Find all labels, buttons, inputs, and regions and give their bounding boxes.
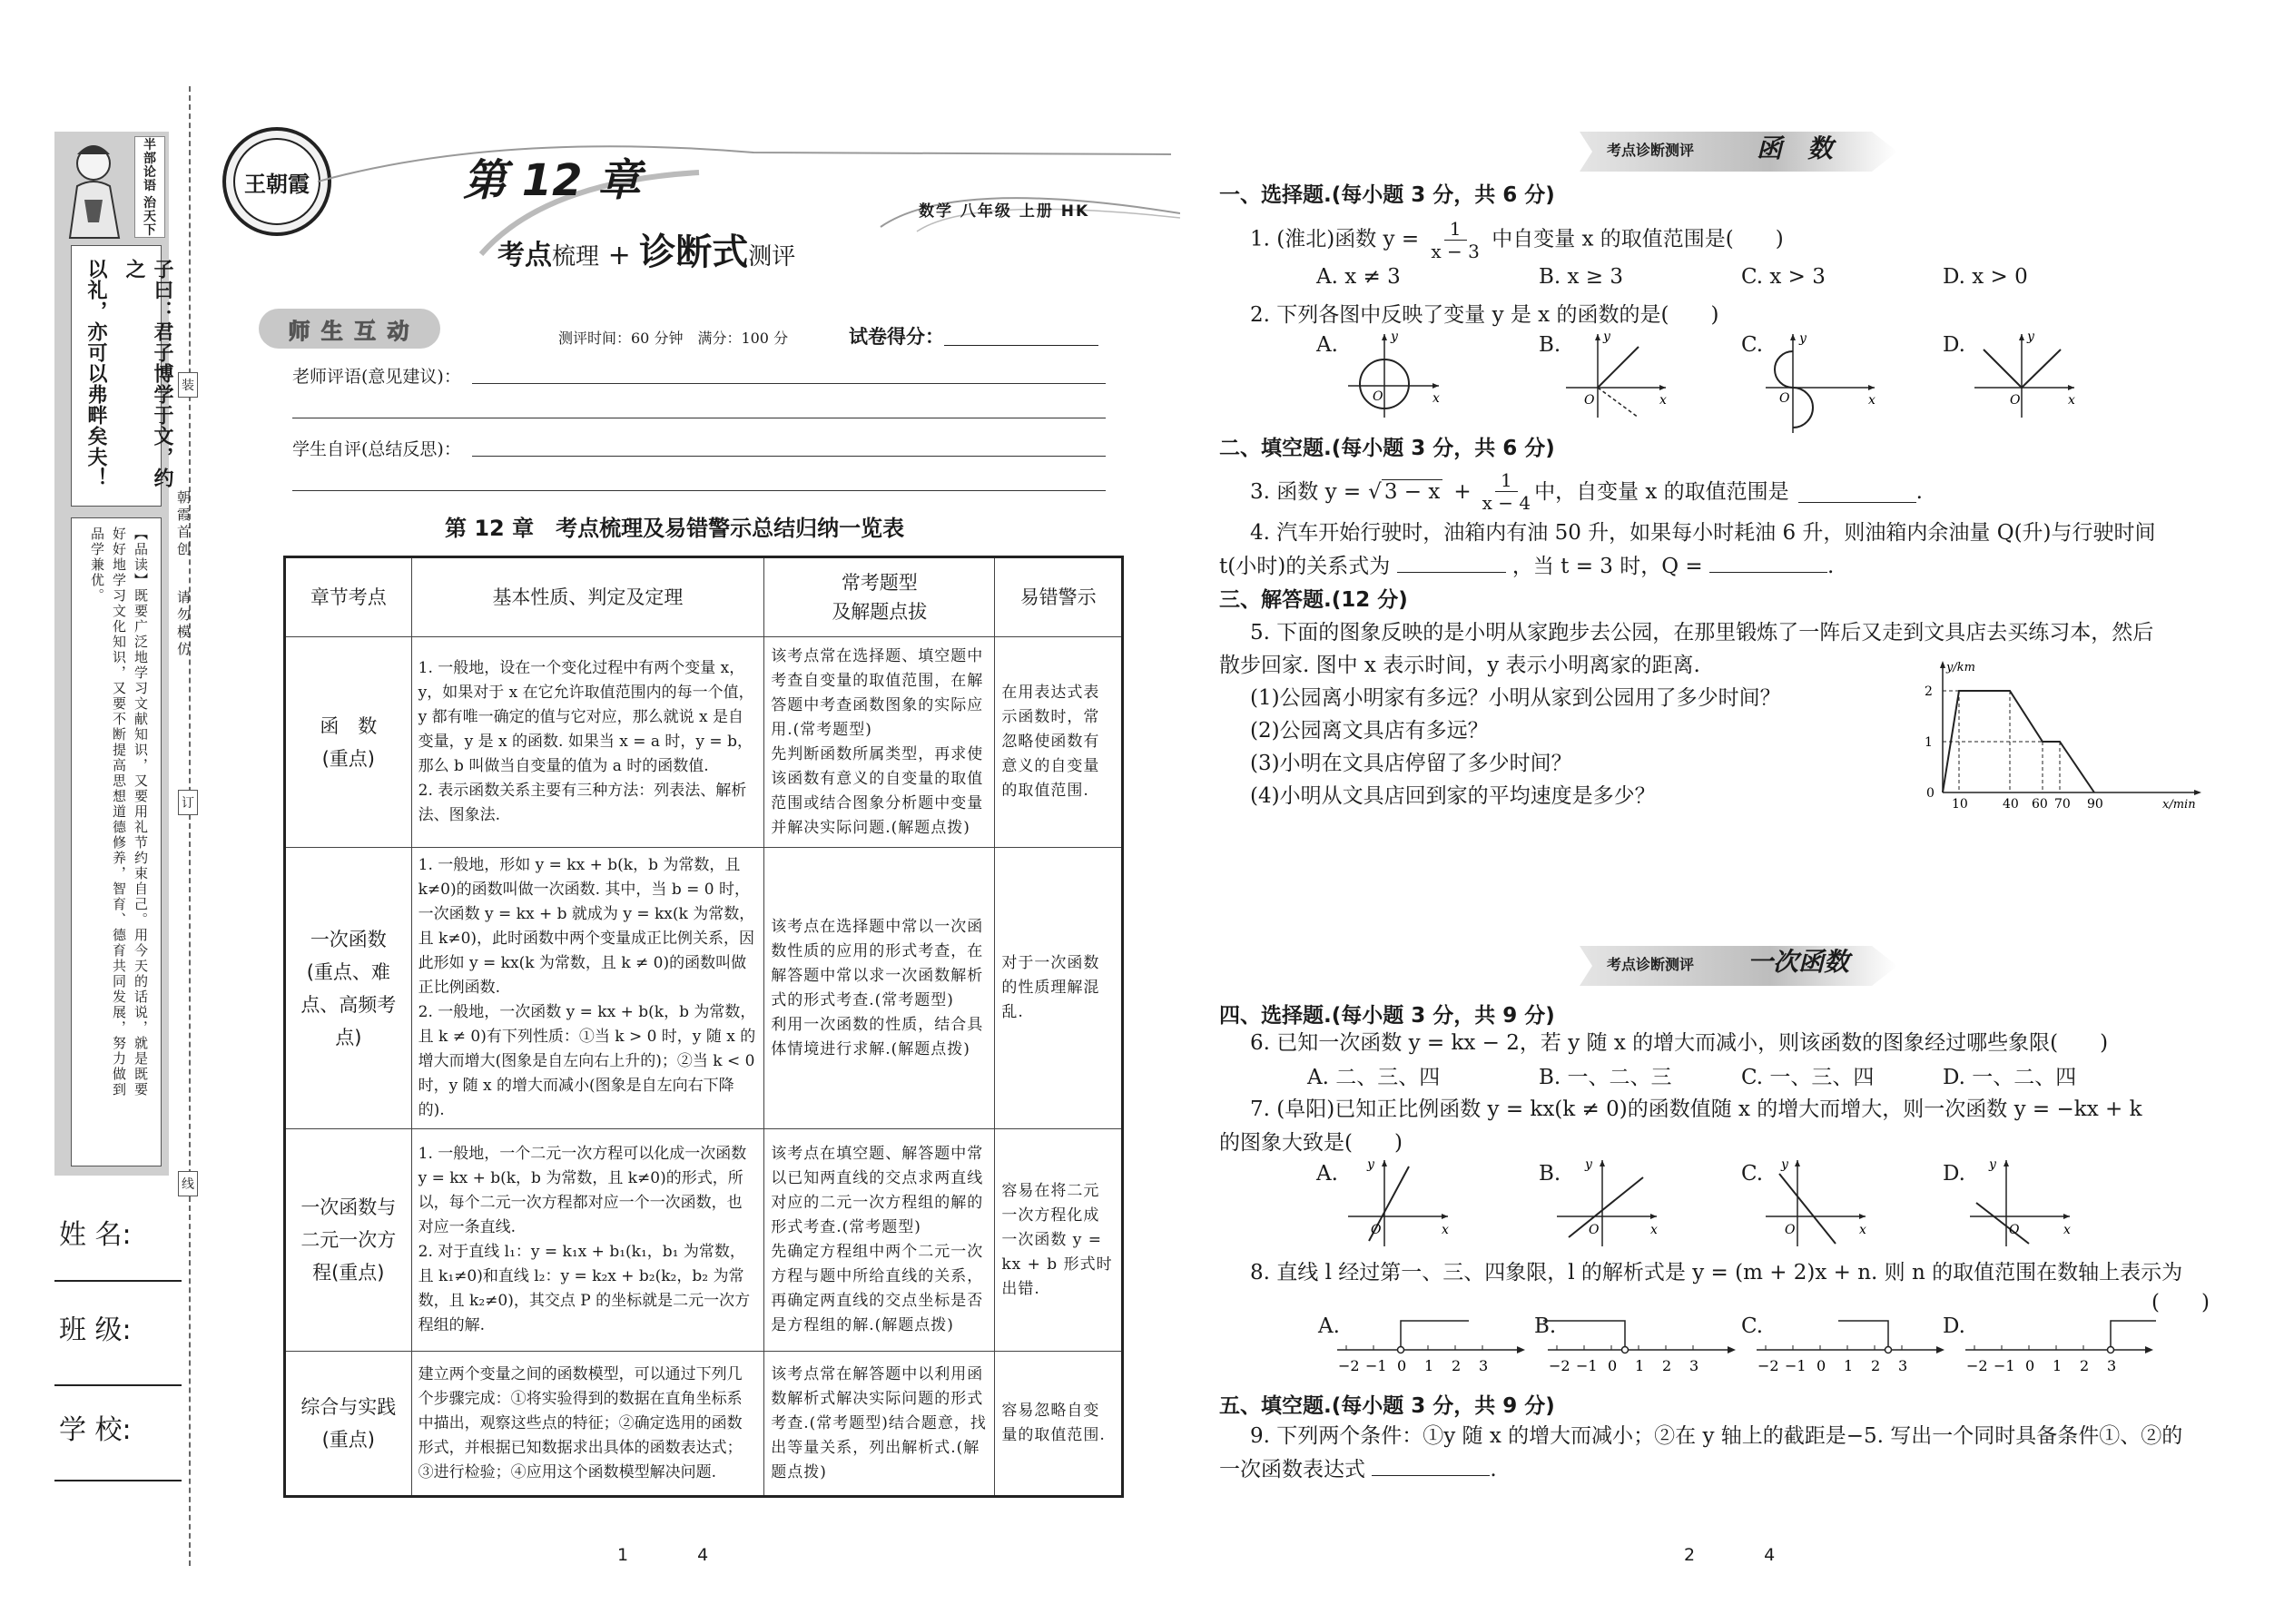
question-7-line2: 的图象大致是( )	[1219, 1131, 1403, 1155]
svg-text:y: y	[1781, 1157, 1788, 1172]
q8-numberline-a[interactable]	[1333, 1312, 1528, 1380]
svg-text:−1: −1	[1365, 1357, 1387, 1374]
teacher-comment-line1[interactable]	[472, 383, 1106, 384]
q7-graph-d[interactable]	[1965, 1157, 2074, 1248]
svg-text:3: 3	[1898, 1357, 1908, 1374]
svg-text:x: x	[1659, 393, 1667, 408]
name-field[interactable]	[54, 1280, 182, 1282]
question-5-line2: 散步回家. 图中 x 表示时间，y 表示小明离家的距离.	[1219, 654, 1700, 677]
graph-x-tick: 70	[2054, 797, 2071, 812]
svg-text:2: 2	[1662, 1357, 1672, 1374]
quote-text-col2: 以礼，亦可以弗畔矣夫！	[84, 259, 107, 488]
question-3: 3. 函数 y = √ 3 − x + $\frac{1}{x - 4}$ 中，自变量 x 的取值范围是 .	[1250, 469, 1923, 514]
question-5-line1: 5. 下面的图象反映的是小明从家跑步去公园，在那里锻炼了一阵后又走到文具店去买练习本，然后	[1250, 621, 2154, 645]
warning-cell: 容易在将二元一次方程化成一次函数 y = kx + b 形式时出错.	[995, 1129, 1123, 1352]
confucius-illustration	[59, 136, 127, 241]
question-5-sub1: (1)公园离小明家有多远？小明从家到公园用了多少时间？	[1250, 686, 1781, 710]
subtitle-part3: 诊断式	[639, 231, 749, 273]
question-1: 1. (淮北)函数 y = $\frac{1}{x - 3}$ 中自变量 x 的取值范围是( )	[1250, 218, 1784, 262]
svg-text:−2: −2	[1338, 1357, 1360, 1374]
cut-mark-3: 线	[178, 1171, 198, 1196]
q2-option-b-label[interactable]: B.	[1539, 333, 1561, 357]
q6-option-c[interactable]: C. 一、三、四	[1741, 1066, 1875, 1089]
q8-option-b-label[interactable]: B.	[1534, 1314, 1557, 1338]
theory-cell: 1. 一般地，形如 y = kx + b(k，b 为常数，且 k≠0)的函数叫做一次函数. 其中，当 b = 0 时，一次函数 y = kx + b 就成为 y = kx(k 为常数，且 k≠0)，此时函数中两个变量成正比例关系，因此形如 y = kx(k 为常数，且 k ≠ 0)的函数叫做正比例函数. 2. 一般地，一次函数 y = kx + b(k，b 为常数，且 k ≠ 0)有下列性质：①当 k > 0 时，y 随 x 的增大而增大(图象是自左向右上升的)；②当 k < 0 时，y 随 x 的增大而减小(图象是自左向右下降的).	[411, 848, 764, 1129]
subtitle-part4: 测评	[748, 243, 796, 271]
q8-numberline-c[interactable]	[1752, 1312, 1947, 1380]
warning-cell: 在用表达式表示函数时，常忽略使函数有意义的自变量的取值范围.	[995, 637, 1123, 848]
graph-y-label: y/km	[1946, 661, 1975, 674]
q8-numberline-d[interactable]	[1961, 1312, 2156, 1380]
svg-text:y: y	[1989, 1157, 1996, 1172]
svg-text:−2: −2	[1966, 1357, 1988, 1374]
q3-answer-blank[interactable]	[1798, 481, 1916, 503]
name-label: 姓 名:	[59, 1219, 132, 1251]
svg-text:y: y	[1603, 331, 1610, 344]
q6-option-a[interactable]: A. 二、三、四	[1307, 1066, 1441, 1089]
svg-text:y: y	[2027, 331, 2034, 344]
header-cell: 章节考点	[285, 557, 412, 637]
score-label: 试卷得分：	[849, 326, 944, 348]
q6-option-d[interactable]: D. 一、二、四	[1943, 1066, 2077, 1089]
q7-option-b-label[interactable]: B.	[1539, 1162, 1561, 1186]
q7-option-d-label[interactable]: D.	[1943, 1162, 1965, 1186]
q8-option-c-label[interactable]: C.	[1741, 1314, 1764, 1338]
banner1-tag: 考点诊断测评	[1607, 142, 1695, 159]
svg-text:1: 1	[1424, 1357, 1434, 1374]
question-7-line1: 7. (阜阳)已知正比例函数 y = kx(k ≠ 0)的函数值随 x 的增大而增大，则一次函数 y = −kx + k	[1250, 1097, 2142, 1121]
copyright-col2: 请勿模仿	[175, 590, 192, 659]
question-8: 8. 直线 l 经过第一、三、四象限，l 的解析式是 y = (m + 2)x + n. 则 n 的取值范围在数轴上表示为	[1250, 1261, 2183, 1284]
q7-graph-c[interactable]	[1761, 1157, 1870, 1248]
q5-distance-time-graph	[1915, 658, 2210, 812]
section-5-title: 五、填空题.(每小题 3 分，共 9 分)	[1219, 1394, 1555, 1418]
tip-cell: 该考点常在选择题、填空题中考查自变量的取值范围，在解答题中考查函数图象的实际应用.(常考题型) 先判断函数所属类型，再求使该函数有意义的自变量的取值范围或结合图象分析题中变量并解决实际问题.(解题点拨)	[764, 637, 995, 848]
question-9-line2: 一次函数表达式 .	[1219, 1454, 1497, 1485]
section-2-title: 二、填空题.(每小题 3 分，共 6 分)	[1219, 437, 1555, 460]
svg-text:−1: −1	[1994, 1357, 2015, 1374]
q2-graph-d[interactable]	[1970, 331, 2079, 422]
table-row	[285, 637, 1123, 848]
brand-logo	[222, 127, 331, 236]
summary-table	[283, 556, 1124, 1498]
svg-text:2: 2	[2080, 1357, 2090, 1374]
svg-text:x: x	[1442, 1223, 1449, 1237]
section-4-title: 四、选择题.(每小题 3 分，共 9 分)	[1219, 1004, 1555, 1028]
book-meta: 数学 八年级 上册 HK	[919, 202, 1090, 221]
svg-text:3: 3	[1689, 1357, 1699, 1374]
question-5-sub2: (2)公园离文具店有多远？	[1250, 719, 1489, 743]
student-comment-line1[interactable]	[472, 456, 1106, 457]
school-label: 学 校:	[59, 1414, 132, 1446]
q7-graph-a[interactable]	[1344, 1157, 1452, 1248]
graph-x-tick: 40	[2003, 797, 2019, 812]
q2-option-a-label[interactable]: A.	[1316, 333, 1338, 357]
topic-cell: 函 数 (重点)	[285, 637, 412, 848]
fraction: $\frac{1}{x - 3}$	[1431, 218, 1480, 262]
subtitle-plus: +	[607, 240, 631, 271]
banner2-tag: 考点诊断测评	[1607, 956, 1695, 973]
svg-text:y: y	[1799, 331, 1807, 346]
class-label: 班 级:	[59, 1314, 132, 1346]
theory-cell: 1. 一般地，一个二元一次方程可以化成一次函数 y = kx + b(k，b 为常数，且 k≠0)的形式，所以，每个二元一次方程都对应一个一次函数，也对应一条直线. 2. 对于直线 l₁：y = k₁x + b₁(k₁，b₁ 为常数，且 k₁≠0)和直线 l₂：y = k₂x + b₂(k₂，b₂ 为常数，且 k₂≠0)，其交点 P 的坐标就是二元一次方程组的解.	[411, 1129, 764, 1352]
tip-cell: 该考点常在解答题中以利用函数解析式解决实际问题的形式考查.(常考题型)结合题意，找出等量关系，列出解析式.(解题点拨)	[764, 1352, 995, 1497]
q1-option-a[interactable]: A. x ≠ 3	[1316, 265, 1401, 289]
question-9-line1: 9. 下列两个条件：①y 随 x 的增大而减小；②在 y 轴上的截距是−5. 写出一个同时具备条件①、②的	[1250, 1424, 2183, 1448]
svg-text:−1: −1	[1785, 1357, 1807, 1374]
class-field[interactable]	[54, 1384, 182, 1386]
copyright-col1: 朝霞首创	[175, 490, 192, 559]
topic-cell: 一次函数 (重点、难 点、高频考 点)	[285, 848, 412, 1129]
score-field[interactable]	[944, 345, 1098, 346]
table-header-row	[285, 557, 1123, 637]
question-5-sub4: (4)小明从文具店回到家的平均速度是多少？	[1250, 784, 1656, 808]
header-cell: 易错警示	[995, 557, 1123, 637]
reading-text-col1: 【品读】既要广泛地学习文献知识，又要用礼节约束自己。用今天的话说，就是既要	[133, 527, 149, 1097]
q6-option-b[interactable]: B. 一、二、三	[1539, 1066, 1672, 1089]
school-field[interactable]	[54, 1480, 182, 1481]
brand-logo-text: 王朝霞	[244, 170, 310, 197]
table-row	[285, 1352, 1123, 1497]
svg-text:1: 1	[1844, 1357, 1854, 1374]
cut-mark-1: 装	[178, 372, 198, 398]
graph-x-tick: 60	[2032, 797, 2048, 812]
question-4-line2: t(小时)的关系式为 ，当 t = 3 时，Q = .	[1219, 551, 1834, 582]
q4-blank-1[interactable]	[1397, 551, 1506, 573]
question-2: 2. 下列各图中反映了变量 y 是 x 的函数的是( )	[1250, 303, 1719, 327]
svg-text:y: y	[1585, 1157, 1592, 1172]
binding-line	[189, 86, 191, 1566]
svg-text:1: 1	[1635, 1357, 1645, 1374]
graph-y-tick: 0	[1926, 786, 1935, 801]
series-title: 半 部 论 语 治 天 下	[134, 136, 165, 238]
table-row	[285, 1129, 1123, 1352]
svg-text:2: 2	[1452, 1357, 1462, 1374]
question-5-sub3: (3)小明在文具店停留了多少时间？	[1250, 752, 1572, 775]
topic-cell: 综合与实践 (重点)	[285, 1352, 412, 1497]
reading-text-col2: 好好地学习文化知识，又要不断提高思想道德修养，智育、德育共同发展，努力做到	[111, 527, 127, 1097]
svg-text:O: O	[1373, 389, 1383, 404]
graph-x-tick: 90	[2087, 797, 2103, 812]
svg-text:0: 0	[1816, 1357, 1826, 1374]
graph-x-label: x/min	[2162, 798, 2196, 812]
svg-text:2: 2	[1871, 1357, 1881, 1374]
q1-option-b[interactable]: B. x ≥ 3	[1539, 265, 1624, 289]
svg-text:x: x	[1859, 1223, 1866, 1237]
question-6: 6. 已知一次函数 y = kx − 2，若 y 随 x 的增大而减小，则该函数的图象经过哪些象限( )	[1250, 1031, 2109, 1055]
svg-text:O: O	[1779, 391, 1790, 406]
header-cell: 常考题型 及解题点拔	[764, 557, 995, 637]
page-number-right: 2 4	[1684, 1545, 1776, 1565]
svg-text:x: x	[1433, 391, 1440, 406]
svg-text:x: x	[1868, 393, 1876, 408]
quote-text-col1: 子曰：君子博学于文，约之	[123, 259, 173, 488]
reading-text-col3: 品学兼优。	[89, 527, 105, 604]
q1-option-c[interactable]: C. x > 3	[1741, 265, 1826, 289]
subtitle-part1: 考点	[497, 240, 552, 271]
svg-text:y: y	[1367, 1157, 1374, 1172]
teacher-comment-label: 老师评语(意见建议)：	[292, 367, 461, 387]
q7-option-a-label[interactable]: A.	[1316, 1162, 1338, 1186]
header-cell: 基本性质、判定及定理	[411, 557, 764, 637]
q2-graph-a[interactable]	[1344, 331, 1443, 422]
q9-answer-blank[interactable]	[1372, 1454, 1490, 1476]
q8-option-d-label[interactable]: D.	[1943, 1314, 1965, 1338]
banner1-title: 函 数	[1757, 133, 1834, 163]
test-info: 测评时间：60 分钟 满分：100 分	[558, 330, 789, 347]
q2-option-c-label[interactable]: C.	[1741, 333, 1764, 357]
svg-text:O: O	[1371, 1223, 1382, 1237]
svg-text:3: 3	[2107, 1357, 2117, 1374]
svg-text:x: x	[1650, 1223, 1658, 1237]
summary-title: 第 12 章 考点梳理及易错警示总结归纳一览表	[445, 516, 905, 541]
svg-text:−1: −1	[1576, 1357, 1598, 1374]
subtitle	[497, 223, 795, 275]
chapter-title: 第 12 章	[463, 155, 642, 206]
interaction-badge: 师 生 互 动	[259, 309, 440, 349]
tip-cell: 该考点在填空题、解答题中常以已知两直线的交点求两直线对应的二元一次方程组的解的形式考查.(常考题型) 先确定方程组中两个二元一次方程与题中所给直线的关系，再确定两直线的交点坐标是否是方程组的解.(解题点拨)	[764, 1129, 995, 1352]
table-row	[285, 848, 1123, 1129]
svg-text:O: O	[1584, 393, 1595, 408]
svg-text:−2: −2	[1549, 1357, 1570, 1374]
q2-graph-c[interactable]	[1761, 331, 1879, 436]
sqrt: √ 3 − x	[1368, 477, 1442, 507]
cut-mark-2: 订	[178, 790, 198, 815]
page-number-left: 1 4	[617, 1545, 709, 1565]
section-3-title: 三、解答题.(12 分)	[1219, 588, 1408, 612]
svg-text:y: y	[1391, 331, 1398, 344]
svg-text:0: 0	[1397, 1357, 1407, 1374]
svg-text:3: 3	[1479, 1357, 1489, 1374]
q1-option-d[interactable]: D. x > 0	[1943, 265, 2028, 289]
q2-graph-b[interactable]	[1561, 331, 1670, 422]
q8-numberline-b[interactable]	[1543, 1312, 1738, 1380]
svg-text:x: x	[2063, 1223, 2071, 1237]
graph-y-tick: 2	[1925, 684, 1933, 699]
student-comment-label: 学生自评(总结反思)：	[292, 439, 461, 459]
subtitle-part2: 梳理	[552, 243, 600, 271]
theory-cell: 建立两个变量之间的函数模型，可以通过下列几个步骤完成：①将实验得到的数据在直角坐标系中描出，观察这些点的特征；②确定选用的函数形式，并根据已知数据求出具体的函数表达式；③进行检验；④应用这个函数模型解决问题.	[411, 1352, 764, 1497]
q2-option-d-label[interactable]: D.	[1943, 333, 1965, 357]
section-1-title: 一、选择题.(每小题 3 分，共 6 分)	[1219, 183, 1555, 207]
svg-text:−2: −2	[1757, 1357, 1779, 1374]
svg-text:O: O	[2010, 393, 2021, 408]
q7-option-c-label[interactable]: C.	[1741, 1162, 1764, 1186]
student-comment-line2[interactable]	[292, 490, 1106, 491]
topic-cell: 一次函数与 二元一次方 程(重点)	[285, 1129, 412, 1352]
tip-cell: 该考点在选择题中常以一次函数性质的应用的形式考查，在解答题中常以求一次函数解析式的形式考查.(常考题型) 利用一次函数的性质，结合具体情境进行求解.(解题点拨)	[764, 848, 995, 1129]
graph-y-tick: 1	[1925, 735, 1933, 750]
svg-text:x: x	[2068, 393, 2075, 408]
banner2-title: 一次函数	[1748, 947, 1850, 977]
svg-text:O: O	[2009, 1223, 2020, 1237]
fraction: $\frac{1}{x - 4}$	[1482, 469, 1531, 514]
svg-text:O: O	[1589, 1223, 1600, 1237]
warning-cell: 对于一次函数的性质理解混乱.	[995, 848, 1123, 1129]
question-4-line1: 4. 汽车开始行驶时，油箱内有油 50 升，如果每小时耗油 6 升，则油箱内余油量 Q(升)与行驶时间	[1250, 521, 2156, 545]
q8-option-a-label[interactable]: A.	[1318, 1314, 1340, 1338]
warning-cell: 容易忽略自变量的取值范围.	[995, 1352, 1123, 1497]
svg-text:1: 1	[2053, 1357, 2063, 1374]
graph-x-tick: 10	[1952, 797, 1968, 812]
svg-text:O: O	[1785, 1223, 1796, 1237]
svg-text:0: 0	[1608, 1357, 1618, 1374]
q7-graph-b[interactable]	[1552, 1157, 1661, 1248]
q4-blank-2[interactable]	[1709, 551, 1827, 573]
svg-text:0: 0	[2025, 1357, 2035, 1374]
question-8-paren: ( )	[2151, 1291, 2210, 1314]
theory-cell: 1. 一般地，设在一个变化过程中有两个变量 x，y，如果对于 x 在它允许取值范围内的每一个值，y 都有唯一确定的值与它对应，那么就说 x 是自变量，y 是 x 的函数. 如果当 x = a 时，y = b，那么 b 叫做当自变量的值为 a 时的函数值. 2. 表示函数关系主要有三种方法：列表法、解析法、图象法.	[411, 637, 764, 848]
